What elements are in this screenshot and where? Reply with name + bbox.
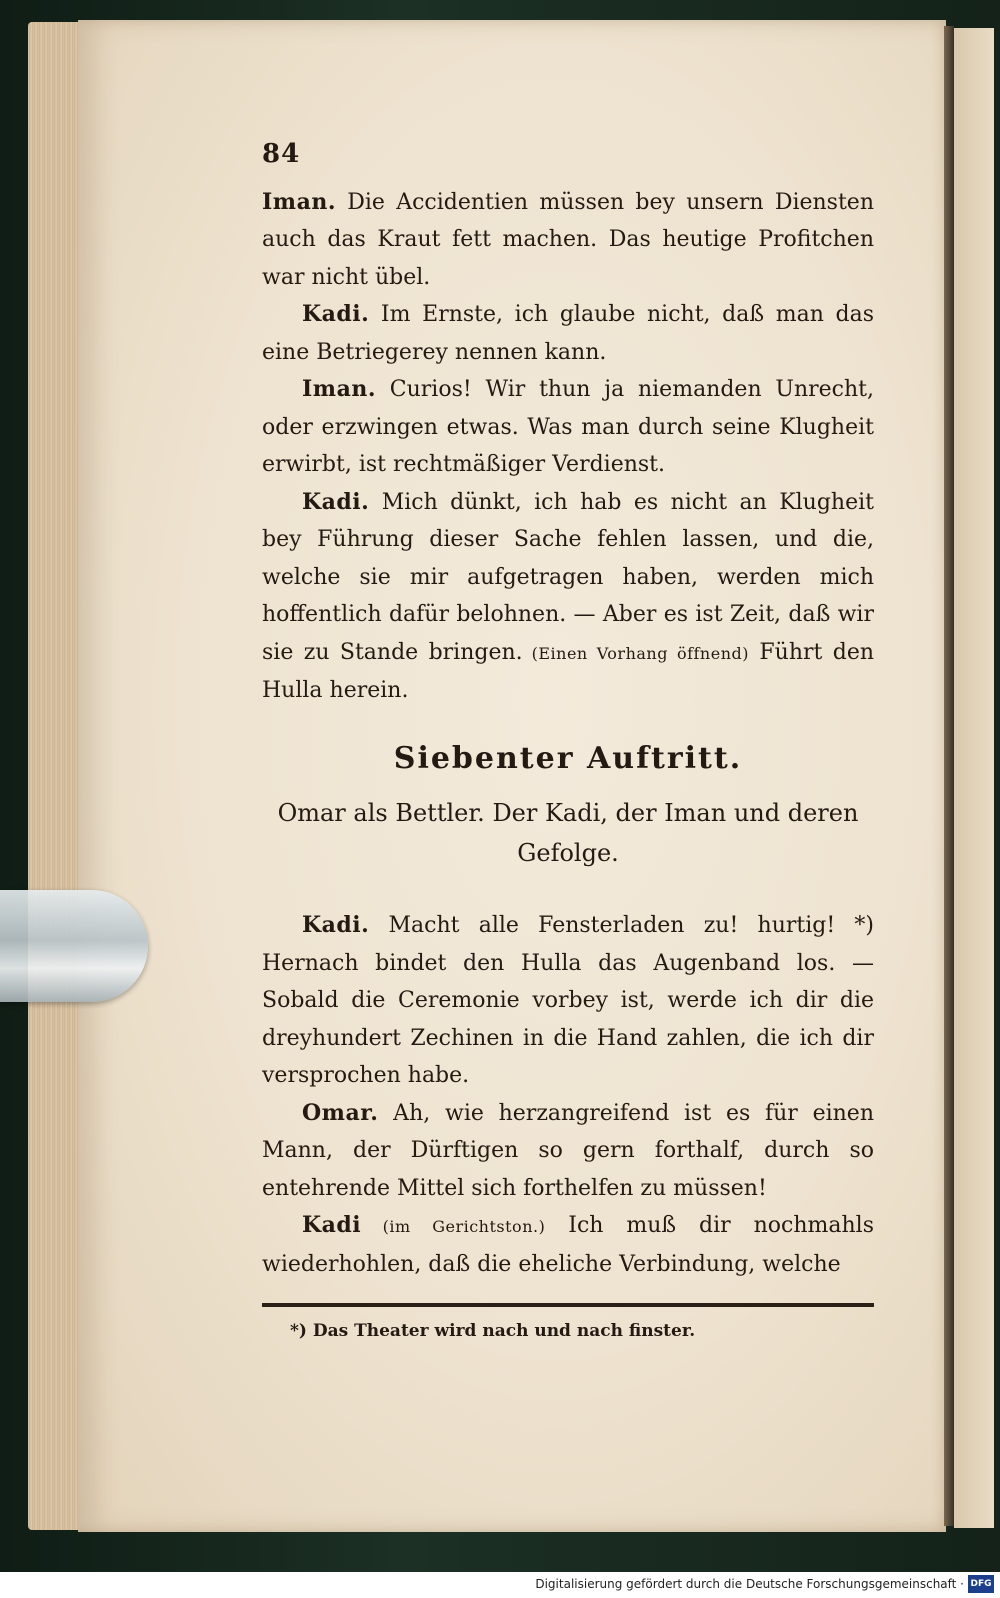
cast-list: Omar als Bettler. Der Kadi, der Iman und deren Gefolge. bbox=[277, 799, 859, 867]
facing-page-edge bbox=[954, 28, 994, 1528]
dialogue-paragraph bbox=[262, 1207, 874, 1283]
book-gutter bbox=[944, 26, 954, 1526]
dialogue-text: Macht alle Fensterladen zu! hurtig! *) Hernach bindet den Hulla das Augenband los. — Sobald die Ceremonie vorbey ist, werde ich dir die dreyhundert Zechinen in die Hand zahlen, die ich dir versprochen habe. bbox=[262, 913, 874, 1088]
dialogue-paragraph bbox=[262, 484, 874, 710]
dialogue-paragraph bbox=[262, 371, 874, 484]
dialogue-text: Ich muß dir nochmahls wiederhohlen, daß die eheliche Verbindung, welche bbox=[262, 1213, 874, 1277]
speaker-name: Iman. bbox=[262, 188, 336, 215]
stage-direction: (im Gerichtston.) bbox=[361, 1217, 546, 1236]
dialogue-paragraph bbox=[262, 907, 874, 1095]
footnote-rule bbox=[262, 1303, 874, 1307]
footer-credit: Digitalisierung gefördert durch die Deutsche Forschungsgemeinschaft · bbox=[535, 1577, 964, 1591]
stage-direction: (Einen Vorhang öffnend) bbox=[522, 643, 749, 663]
scene-heading: Siebenter Auftritt. bbox=[393, 740, 743, 776]
page-text bbox=[262, 136, 874, 1351]
speaker-name: Iman. bbox=[302, 376, 376, 402]
page-clip bbox=[0, 890, 148, 1002]
dialogue-paragraph bbox=[262, 296, 874, 371]
dialogue-text: Führt den Hulla herein. bbox=[262, 639, 875, 703]
dialogue-text: Curios! Wir thun ja niemanden Unrecht, oder erzwingen etwas. Was man durch seine Klugheit erwirbt, ist rechtmäßiger Verdienst. bbox=[262, 377, 874, 477]
footer-bar bbox=[0, 1572, 1000, 1598]
speaker-name: Omar. bbox=[302, 1099, 379, 1126]
dfg-logo: DFG bbox=[968, 1575, 994, 1593]
dialogue-paragraph bbox=[262, 1095, 874, 1208]
speaker-name: Kadi. bbox=[302, 912, 370, 938]
dialogue-paragraph bbox=[262, 184, 874, 297]
page-number: 84 bbox=[262, 139, 301, 169]
speaker-name: Kadi. bbox=[302, 301, 370, 327]
footnote: *) Das Theater wird nach und nach finster. bbox=[290, 1321, 696, 1341]
dialogue-text: Die Accidentien müssen bey unsern Diensten auch das Kraut fett machen. Das heutige Profitchen war nicht übel. bbox=[262, 189, 874, 290]
speaker-name: Kadi bbox=[302, 1212, 362, 1238]
dialogue-text: Ah, wie herzangreifend ist es für einen Mann, der Dürftigen so gern forthalf, durch so entehrende Mittel sich forthelfen zu müssen! bbox=[262, 1100, 874, 1201]
dialogue-text: Im Ernste, ich glaube nicht, daß man das eine Betriegerey nennen kann. bbox=[262, 302, 874, 365]
speaker-name: Kadi. bbox=[302, 488, 370, 515]
dialogue-text: Mich dünkt, ich hab es nicht an Klugheit bey Führung dieser Sache fehlen lassen, und die, welche sie mir aufgetragen haben, werden mich hoffentlich dafür belohnen. — Aber es ist Zeit, daß wir sie zu Stande bringen. bbox=[262, 489, 874, 665]
